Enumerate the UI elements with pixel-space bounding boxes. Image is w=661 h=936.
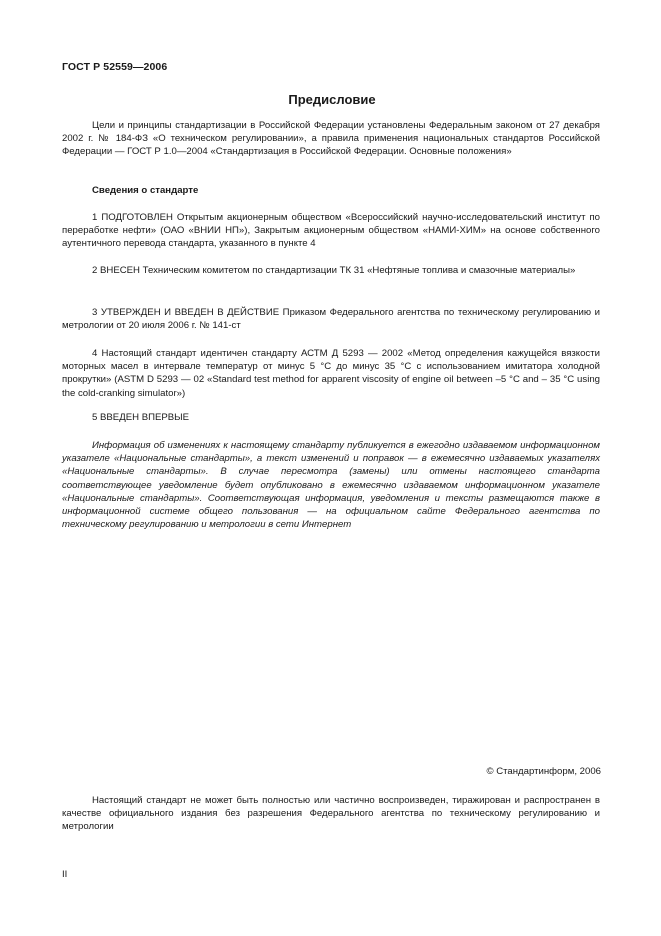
standard-info-item-1-text: 1 ПОДГОТОВЛЕН Открытым акционерным обществом «Всероссийский научно-исследовательский институт по переработке нефти» (ОАО «ВНИИ НП»), Закрытым акционерным обществом «НАМИ-ХИМ» на основе собственного аутентичного перевода стандарта, указанного в пункте 4 [62,212,600,250]
standard-info-item-1 [62,211,600,251]
standard-info-item-3 [62,306,600,332]
standard-info-item-4-text: 4 Настоящий стандарт идентичен стандарту АСТМ Д 5293 — 2002 «Метод определения кажущейся вязкости моторных масел в интервале температур от минус 5 °С до минус 35 °С с использованием имитатора холодной прокрутки» (ASTM D 5293 — 02 «Standard test method for apparent viscosity of engine oil between –5 °C and – 35 °C using the cold-cranking simulator») [62,348,600,399]
page-title: Предисловие [288,92,376,107]
reproduction-notice-text: Настоящий стандарт не может быть полностью или частично воспроизведен, тиражирован и распространен в качестве официального издания без разрешения Федерального агентства по техническому регулированию и метрологии [62,795,600,833]
document-id-header: ГОСТ Р 52559—2006 [62,61,168,73]
standard-info-item-3-text: 3 УТВЕРЖДЕН И ВВЕДЕН В ДЕЙСТВИЕ Приказом Федерального агентства по техническому регулированию и метрологии от 20 июля 2006 г. № 141-ст [62,307,600,332]
standard-info-item-5-text: 5 ВВЕДЕН ВПЕРВЫЕ [92,412,190,423]
standard-info-item-5 [62,411,600,424]
changes-info-note [62,439,600,531]
changes-info-note-text: Информация об изменениях к настоящему стандарту публикуется в ежегодно издаваемом информационном указателе «Национальные стандарты», а текст изменений и поправок — в ежемесячно издаваемых указателях «Национальные стандарты». В случае пересмотра (замены) или отмены настоящего стандарта соответствующее уведомление будет опубликовано в ежемесячно издаваемом информационном указателе «Национальные стандарты». Соответствующая информация, уведомления и тексты размещаются также в информационной системе общего пользования — на официальном сайте Федерального агентства по техническому регулированию и метрологии в сети Интернет [62,440,600,531]
standard-info-item-2-text: 2 ВНЕСЕН Техническим комитетом по стандартизации ТК 31 «Нефтяные топлива и смазочные материалы» [92,265,576,276]
intro-paragraph [62,119,600,159]
standard-info-item-4 [62,347,600,400]
copyright-notice: © Стандартинформ, 2006 [486,766,601,777]
standard-info-heading: Сведения о стандарте [92,185,199,196]
page-number: II [62,869,68,880]
standard-info-item-2 [62,264,600,277]
reproduction-notice [62,794,600,834]
intro-text: Цели и принципы стандартизации в Российской Федерации установлены Федеральным законом от 27 декабря 2002 г. № 184-ФЗ «О техническом регулировании», а правила применения национальных стандартов Российской Федерации — ГОСТ Р 1.0—2004 «Стандартизация в Российской Федерации. Основные положения» [62,120,600,158]
